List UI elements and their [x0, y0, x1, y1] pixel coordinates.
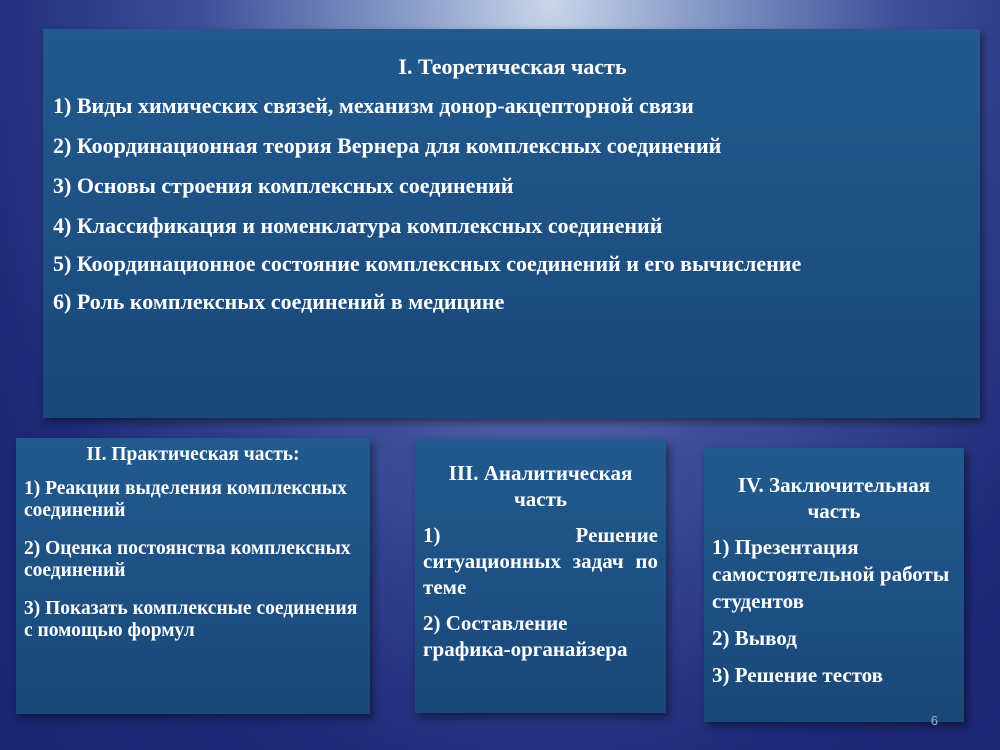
analytics-item-1: 1) Решение ситуационных задач по теме: [423, 523, 658, 599]
theory-title: I. Теоретическая часть: [398, 54, 627, 79]
theory-item-3: 3) Основы строения комплексных соединений: [53, 173, 514, 198]
practice-item-1: 1) Реакции выделения комплексных соединений: [24, 478, 347, 521]
final-title: IV. Заключительная часть: [737, 473, 931, 523]
final-item-1: 1) Презентация самостоятельной работы студентов: [712, 535, 950, 613]
theory-item-4: 4) Классификация и номенклатура комплексных соединений: [53, 213, 663, 238]
practice-title: II. Практическая часть:: [86, 444, 300, 465]
practice-item-3: 3) Показать комплексные соединения с помощью формул: [24, 598, 358, 641]
theory-section: [43, 29, 980, 418]
theory-item-5: 5) Координационное состояние комплексных соединений и его вычисление: [53, 251, 802, 276]
theory-item-6: 6) Роль комплексных соединений в медицине: [53, 289, 505, 314]
practice-section: [16, 438, 370, 714]
analytics-title: III. Аналитическая часть: [448, 461, 633, 511]
theory-item-2: 2) Координационная теория Вернера для комплексных соединений: [53, 133, 722, 158]
analytics-section: [415, 440, 666, 713]
practice-item-2: 2) Оценка постоянства комплексных соединений: [24, 538, 351, 581]
slide-number: 6: [930, 713, 938, 728]
final-section: [704, 448, 964, 722]
final-item-2: 2) Вывод: [712, 626, 797, 650]
final-item-3: 3) Решение тестов: [712, 663, 884, 687]
theory-item-1: 1) Виды химических связей, механизм донор-акцепторной связи: [53, 93, 694, 118]
analytics-item-2: 2) Составление графика-органайзера: [423, 611, 628, 661]
